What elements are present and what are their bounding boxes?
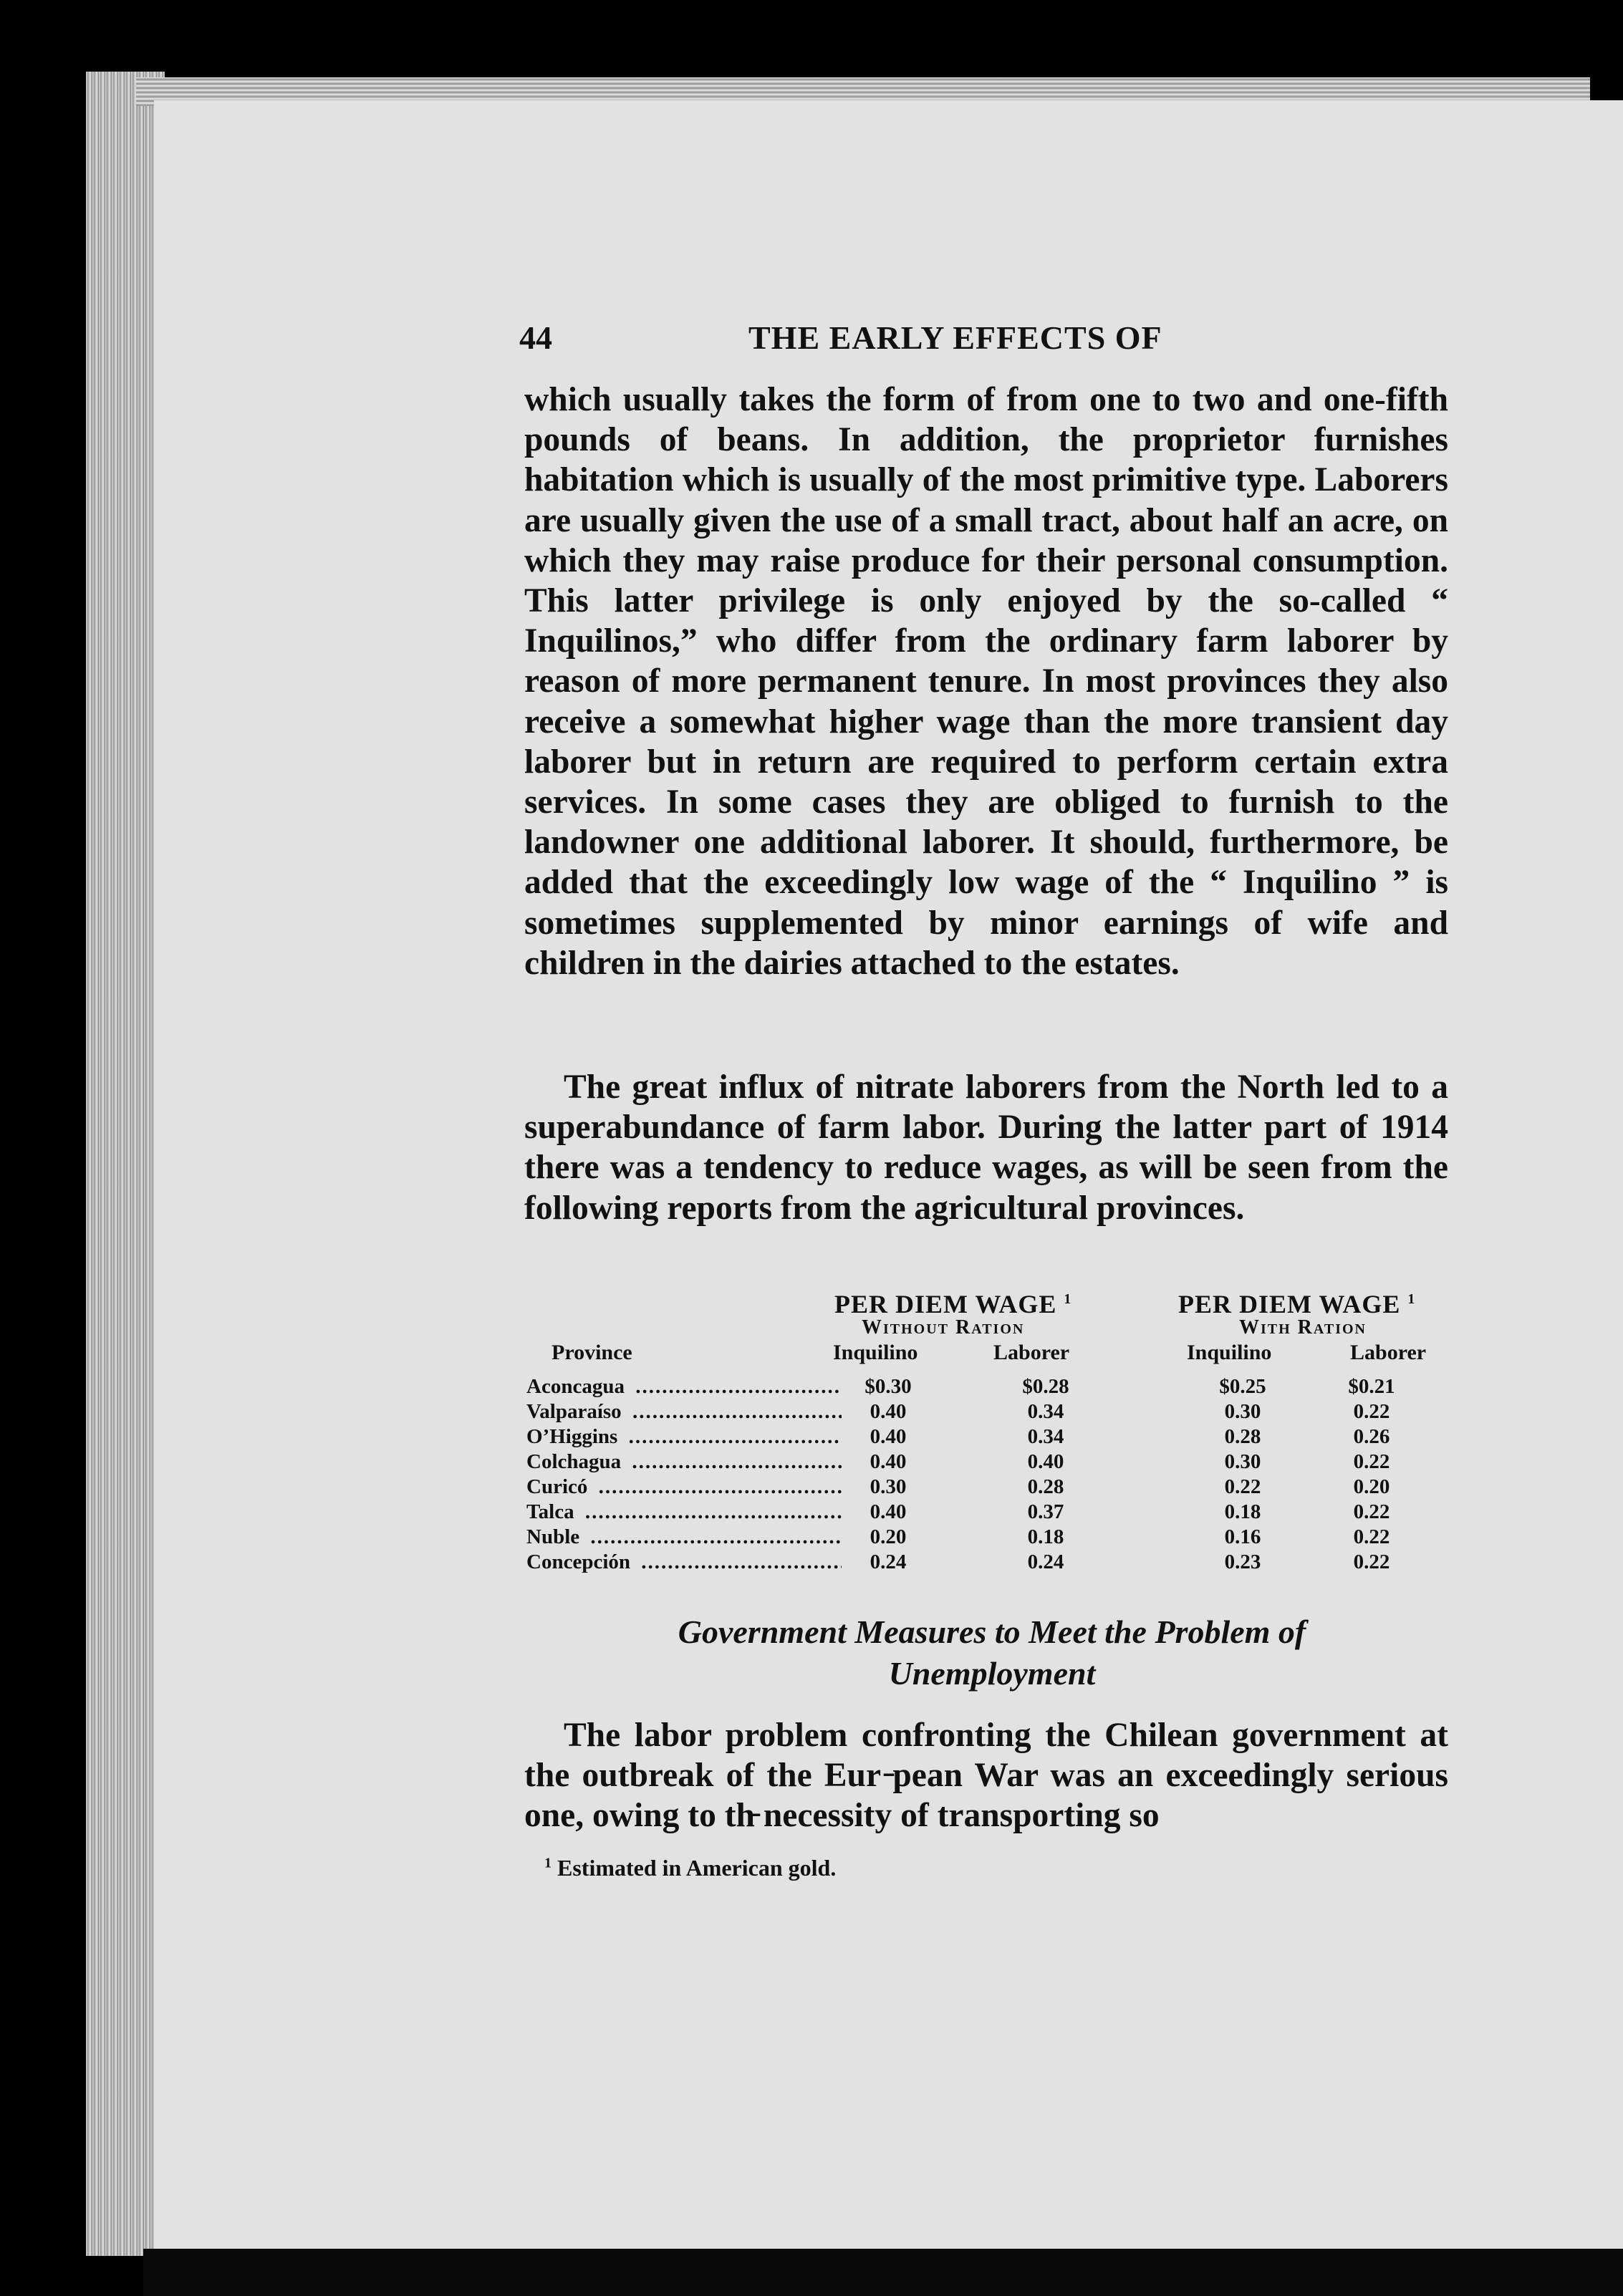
wage-cell: 0.28 [1027,1475,1064,1498]
wage-cell: 0.22 [1353,1550,1390,1573]
wage-cell: 0.23 [1224,1550,1261,1573]
wage-cell: 0.22 [1224,1475,1261,1498]
header-group-with-ration: PER DIEM WAGE $^1$ [1178,1290,1416,1318]
wage-cell: 0.20 [870,1525,907,1548]
wage-cell: $0.30 [865,1375,912,1398]
wage-cell: 0.40 [870,1450,907,1473]
wage-cell: 0.30 [870,1475,907,1498]
wage-cell: $0.28 [1022,1375,1069,1398]
wage-cell: 0.30 [1224,1450,1261,1473]
section-heading-line-2: Unemployment [888,1655,1096,1692]
wage-cell: $0.21 [1348,1375,1395,1398]
header-laborer-without: Laborer [993,1341,1070,1364]
table-row [526,1475,1450,1500]
section-heading-line-1: Government Measures to Meet the Problem of [678,1614,1306,1650]
body-paragraph-2: The great influx of nitrate laborers from the North led to a superabundance of farm labor. During the latter part of 1914 there was a tendency to reduce wages, as will be seen from the following reports from the agricultural provinces. [524,1069,1448,1227]
province-cell: Curicó ..... [526,1475,842,1499]
body-paragraph-3: The labor problem confronting the Chilean government at the outbreak of the Eur ̵pean War was an exceedingly serious one, owing to th̵ necessity of transporting so [524,1717,1448,1835]
header-laborer-with: Laborer [1350,1341,1427,1364]
wage-cell: 0.40 [870,1500,907,1523]
table-row [526,1525,1450,1550]
table-row [526,1500,1450,1525]
header-inquilino-with: Inquilino [1187,1341,1272,1364]
wage-cell: 0.37 [1027,1500,1064,1523]
table-row [526,1450,1450,1475]
scan-shadow [143,2249,1623,2296]
province-cell: Valparaíso ..... [526,1400,842,1424]
wage-cell: 0.40 [1027,1450,1064,1473]
wage-cell: 0.22 [1353,1400,1390,1423]
wage-cell: 0.40 [870,1400,907,1423]
table-row [526,1550,1450,1575]
body-paragraph-1: which usually takes the form of from one to two and one-fifth pounds of beans. In addition, the proprietor furnishes habitation which is usually of the most primitive type. Laborers are usually given the use of a small tract, about half an acre, on which they may raise produce for their personal consumption. This latter privilege is only enjoyed by the so-called “ Inquilinos,” who differ from the ordinary farm laborer by reason of more permanent tenure. In most provinces they also receive a somewhat higher wage than the more transient day laborer but in return are required to perform certain extra services. In some cases they are obliged to furnish to the landowner one additional laborer. It should, furthermore, be added that the exceedingly low wage of the “ Inquilino ” is sometimes supplemented by minor earnings of wife and children in the dairies attached to the estates. [524,381,1448,982]
wage-cell: 0.30 [1224,1400,1261,1423]
header-without-ration: Without Ration [862,1316,1025,1338]
province-cell: O’Higgins ..... [526,1425,842,1449]
province-cell: Nuble ..... [526,1525,842,1549]
wage-cell: 0.24 [1027,1550,1064,1573]
wage-cell: 0.26 [1353,1425,1390,1448]
province-cell: Talca ..... [526,1500,842,1524]
wage-cell: 0.34 [1027,1425,1064,1448]
province-cell: Aconcagua ..... [526,1375,842,1399]
page-number: 44 [519,319,552,356]
wage-cell: 0.22 [1353,1500,1390,1523]
wage-table [526,1289,1450,1583]
wage-cell: $0.25 [1219,1375,1266,1398]
wage-cell: 0.18 [1224,1500,1261,1523]
header-province: Province [552,1341,632,1364]
book-page-edges [86,72,165,2256]
footnote [544,1855,836,1881]
section-heading [530,1611,1454,1694]
wage-cell: 0.18 [1027,1525,1064,1548]
wage-cell: 0.24 [870,1550,907,1573]
running-title: THE EARLY EFFECTS OF [748,319,1162,356]
footnote-marker: 1 [544,1855,552,1871]
header-group-without-ration: PER DIEM WAGE $^1$ [834,1290,1072,1318]
wage-cell: 0.34 [1027,1400,1064,1423]
wage-cell: 0.20 [1353,1475,1390,1498]
table-row [526,1425,1450,1450]
header-with-ration: With Ration [1239,1316,1367,1338]
province-cell: Colchagua ..... [526,1450,842,1474]
wage-cell: 0.28 [1224,1425,1261,1448]
wage-cell: 0.16 [1224,1525,1261,1548]
table-row [526,1375,1450,1399]
table-row [526,1400,1450,1424]
wage-cell: 0.22 [1353,1525,1390,1548]
header-inquilino-without: Inquilino [833,1341,918,1364]
wage-cell: 0.22 [1353,1450,1390,1473]
footnote-text: Estimated in American gold. [557,1855,837,1881]
province-cell: Concepción ..... [526,1550,842,1574]
running-head [519,319,1458,362]
wage-cell: 0.40 [870,1425,907,1448]
